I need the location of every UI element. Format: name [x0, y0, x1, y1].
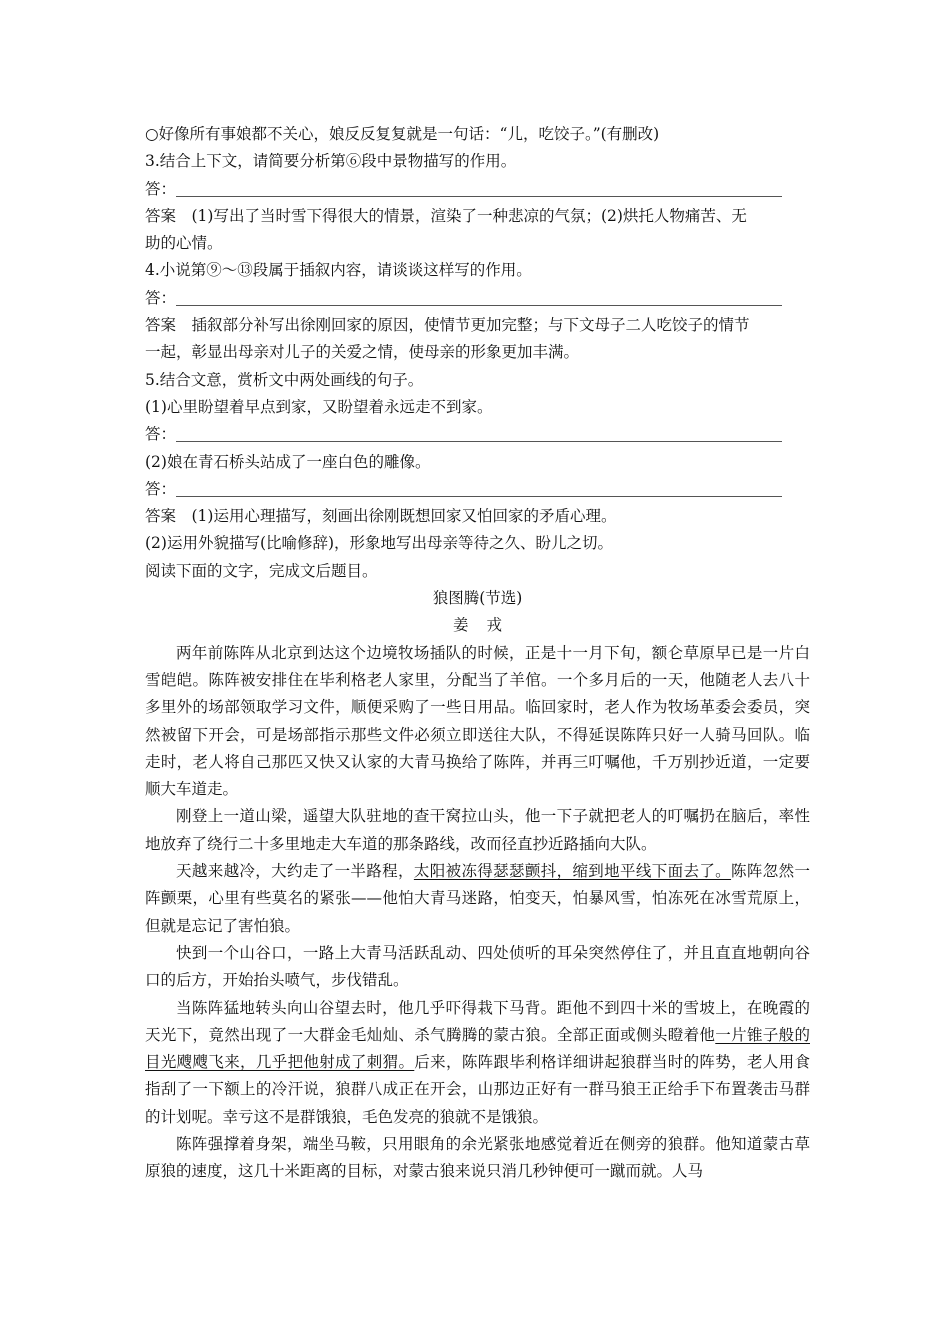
- answer-key-4-line2: 一起，彰显出母亲对儿子的关爱之情，使母亲的形象更加丰满。: [145, 343, 580, 362]
- passage-title: 狼图腾(节选): [432, 589, 523, 608]
- passage-paragraph-1: 两年前陈阵从北京到达这个边境牧场插队的时候，正是十一月下旬，额仑草原早已是一片白雪皑皑。陈阵被安排住在毕利格老人家里，分配当了羊倌。一个多月后的一天，他随老人去八十多里外的场部领取学习文件，顺便采购了一些日用品。临回家时，老人作为牧场革委会委员，突然被留下开会，可是场部指示那些文件必须立即送往大队，不得延误陈阵只好一人骑马回队。临走时，老人将自己那匹又快又认家的大青马换给了陈阵，并再三叮嘱他，千万别抄近道，一定要顺大车道走。: [145, 643, 810, 799]
- answer-rule: [176, 427, 782, 442]
- answer-rule: [176, 482, 782, 497]
- underlined-sentence-1: 太阳被冻得瑟瑟颤抖，缩到地平线下面去了。: [413, 862, 732, 881]
- passage-paragraph-6: 陈阵强撑着身架，端坐马鞍，只用眼角的余光紧张地感觉着近在侧旁的狼群。他知道蒙古草原狼的速度，这几十米距离的目标，对蒙古狼来说只消几秒钟便可一蹴而就。人马: [145, 1134, 810, 1181]
- reading-instruction: 阅读下面的文字，完成文后题目。: [145, 561, 378, 580]
- answer-prefix: 答：: [145, 479, 177, 498]
- answer-rule: [176, 291, 782, 306]
- answer-prefix: 答：: [145, 425, 177, 444]
- question-3: 3.结合上下文，请简要分析第⑥段中景物描写的作用。: [145, 152, 517, 171]
- question-5-sub1: (1)心里盼望着早点到家，又盼望着永远走不到家。: [145, 397, 493, 416]
- question-5-sub2: (2)娘在青石桥头站成了一座白色的雕像。: [145, 452, 431, 471]
- answer-blank-3: [145, 176, 810, 203]
- answer-key-5-line2: (2)运用外貌描写(比喻修辞)，形象地写出母亲等待之久、盼儿之切。: [145, 534, 614, 553]
- paragraph-text: 当陈阵猛地转头向山谷望去时，他几乎吓得栽下马背。距他不到四十米的雪坡上，在晚霞的天光下，竟然出现了一大群金毛灿灿、杀气腾腾的蒙古狼。全部正面或侧头瞪着他: [145, 998, 810, 1044]
- passage-author: 姜戎: [452, 616, 520, 635]
- underlined-sentence-2: 一片锥子般的目光飕飕飞来，几乎把他射成了刺猬。: [145, 1025, 810, 1072]
- story-closing-line: ○好像所有事娘都不关心，娘反反复复就是一句话：“儿，吃饺子。”(有删改): [145, 125, 660, 143]
- passage-paragraph-5: [145, 995, 810, 1131]
- passage-paragraph-3: [145, 858, 810, 940]
- question-4: 4.小说第⑨～⑬段属于插叙内容，请谈谈这样写的作用。: [145, 261, 532, 280]
- answer-blank-5-1: [145, 421, 810, 448]
- answer-key-3-line1: 答案 (1)写出了当时雪下得很大的情景，渲染了一种悲凉的气氛；(2)烘托人物痛苦、无: [145, 206, 747, 225]
- answer-rule: [176, 182, 782, 197]
- answer-key-3-line2: 助的心情。: [145, 234, 223, 253]
- question-5: 5.结合文意，赏析文中两处画线的句子。: [145, 370, 424, 389]
- answer-blank-4: [145, 285, 810, 312]
- passage-paragraph-4: 快到一个山谷口，一路上大青马活跃乱动、四处侦听的耳朵突然停住了，并且直直地朝向谷口的后方，开始抬头喷气，步伐错乱。: [145, 943, 810, 990]
- passage-paragraph-2: 刚登上一道山梁，遥望大队驻地的查干窝拉山头，他一下子就把老人的叮嘱扔在脑后，率性地放弃了绕行二十多里地走大车道的那条路线，改而径直抄近路插向大队。: [145, 807, 810, 853]
- answer-key-5-line1: 答案 (1)运用心理描写，刻画出徐刚既想回家又怕回家的矛盾心理。: [145, 507, 617, 526]
- answer-key-4-line1: 答案 插叙部分补写出徐刚回家的原因，使情节更加完整；与下文母子二人吃饺子的情节: [145, 316, 750, 335]
- answer-prefix: 答：: [145, 179, 177, 198]
- document-page: [145, 121, 810, 1186]
- answer-prefix: 答：: [145, 288, 177, 307]
- paragraph-text: 后来，陈阵跟毕利格详细讲起狼群当时的阵势，老人用食指刮了一下额上的冷汗说，狼群八成正在开会，山那边正好有一群马狼王正给手下布置袭击马群的计划呢。幸亏这不是群饿狼，毛色发亮的狼就不是饿狼。: [145, 1053, 810, 1126]
- answer-blank-5-2: [145, 476, 810, 503]
- paragraph-text: 天越来越冷，大约走了一半路程，: [176, 862, 414, 881]
- paragraph-text: 陈阵忽然一阵颤栗，心里有些莫名的紧张——他怕大青马迷路，怕变天，怕暴风雪，怕冻死在冰雪荒原上，但就是忘记了害怕狼。: [145, 862, 810, 935]
